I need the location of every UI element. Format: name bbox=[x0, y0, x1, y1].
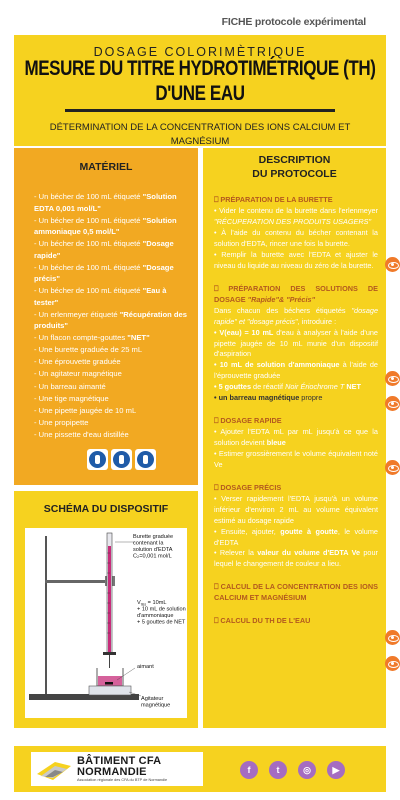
materiel-item: - Un bécher de 100 mL étiqueté "Dosage précis" bbox=[34, 262, 174, 284]
instagram-icon[interactable]: ◎ bbox=[298, 761, 316, 779]
logo-line2: NORMANDIE bbox=[77, 766, 147, 778]
youtube-icon[interactable]: ▶ bbox=[327, 761, 345, 779]
footer bbox=[14, 746, 386, 792]
safety-icons bbox=[87, 449, 156, 470]
eye-icon[interactable] bbox=[385, 396, 400, 411]
materiel-panel bbox=[14, 148, 198, 485]
gloves-icon bbox=[111, 449, 132, 470]
facebook-icon[interactable]: f bbox=[240, 761, 258, 779]
eye-icon[interactable] bbox=[385, 257, 400, 272]
logo-line1: BÂTIMENT CFA bbox=[77, 755, 162, 767]
social-links bbox=[240, 761, 345, 779]
materiel-item: - Une pipette jaugée de 10 mL bbox=[34, 405, 137, 415]
header-kicker: DOSAGE COLORIMÈTRIQUE bbox=[93, 45, 307, 59]
batiment-cfa-logo[interactable] bbox=[31, 752, 203, 786]
agitateur-label: Agitateur magnétique bbox=[141, 696, 171, 709]
burette-liquid bbox=[108, 546, 111, 652]
header-banner bbox=[14, 35, 386, 146]
description-panel bbox=[203, 148, 386, 728]
magnet-bar bbox=[105, 682, 113, 685]
materiel-item: - Une éprouvette graduée bbox=[34, 357, 121, 367]
section-preparation: ⎕ PRÉPARATION DES SOLUTIONS DE DOSAGE "Rapide"& "Précis" Dans chacun des béchers étiquetés "dosage rapide" et "dosage précis", introduire : • V(eau) = 10 mL d'eau à analyser à l'aide d'une pipette jaugée de 10 mL munie d'un dispositif d'aspiration • 10 mL de solution d'ammoniaque à l'aide de l'éprouvette graduée • 5 gouttes de réactif Noir Ériochrome T NET • un barreau magnétique propre bbox=[214, 283, 378, 403]
mixture-label: $V_{tiss} = 10mL + 10$ mL de solution d'ammoniaque + 5 gouttes de NET bbox=[137, 600, 186, 626]
schema-panel bbox=[14, 491, 198, 728]
page-subtitle: DÉTERMINATION DE LA CONCENTRATION DES IONS CALCIUM ET MAGNÉSIUM bbox=[49, 122, 351, 147]
burette-stopcock bbox=[103, 652, 116, 655]
title-divider bbox=[65, 109, 335, 112]
page-title: MESURE DU TITRE HYDROTIMÉTRIQUE (TH) D'UNE EAU bbox=[24, 56, 376, 105]
materiel-item: - Un agitateur magnétique bbox=[34, 369, 122, 379]
section-heading: ⎕ PRÉPARATION DE LA BURETTE bbox=[214, 195, 333, 205]
materiel-item: - Un bécher de 100 mL étiqueté "Eau à tester" bbox=[34, 286, 167, 307]
section-dosage-precis: ⎕ DOSAGE PRÉCIS • Verser rapidement l'EDTA jusqu'à un volume inférieur d'environ 2 mL au volume équivalent estimé au dosage rapide • Ensuite, ajouter, goutte à goutte, le volume d'EDTA • Relever la valeur du volume d'EDTA Ve pour lequel le changement de couleur a lieu. bbox=[214, 482, 378, 569]
burette-label: Burette graduée contenant la solution d'EDTA C₂=0,001 mol/L bbox=[133, 534, 174, 560]
eye-icon[interactable] bbox=[385, 656, 400, 671]
goggles-icon bbox=[135, 449, 156, 470]
section-calcul-th: ⎕ CALCUL DU TH DE L'EAU bbox=[214, 616, 311, 626]
materiel-list bbox=[34, 191, 190, 440]
logo-mark-icon bbox=[35, 756, 73, 782]
materiel-item: - Une propipette bbox=[34, 417, 89, 427]
materiel-item: - Une pissette d'eau distillée bbox=[34, 429, 129, 439]
materiel-item: - Un erlenmeyer étiqueté "Récupération des produits" bbox=[34, 309, 188, 331]
clamp-arm bbox=[45, 580, 107, 583]
description-title: DESCRIPTION DU PROTOCOLE bbox=[252, 154, 337, 180]
magnetic-stirrer bbox=[89, 686, 131, 695]
eye-icon[interactable] bbox=[385, 630, 400, 645]
eye-icon[interactable] bbox=[385, 371, 400, 386]
twitter-icon[interactable]: t bbox=[269, 761, 287, 779]
stand-rod bbox=[45, 536, 47, 696]
materiel-item: - Une tige magnétique bbox=[34, 393, 109, 403]
section-burette: ⎕ PRÉPARATION DE LA BURETTE • Vider le contenu de la burette dans l'erlenmeyer "RÉCUPERATION DES PRODUITS USAGERS" • À l'aide du contenu du bécher contenant la solution d'EDTA, rincer une fois la burette. • Remplir la burette avec l'EDTA et ajuster le niveau du liquide au niveau du zéro de la burette. bbox=[214, 195, 378, 270]
lab-coat-icon bbox=[87, 449, 108, 470]
materiel-item: - Un bécher de 100 mL étiqueté "Solution ammoniaque 0,5 mol/L" bbox=[34, 215, 177, 237]
materiel-item: - Un bécher de 100 mL étiqueté "Solution EDTA 0,001 mol/L" bbox=[34, 192, 177, 213]
eye-icon[interactable] bbox=[385, 460, 400, 475]
section-dosage-rapide: ⎕ DOSAGE RAPIDE • Ajouter l'EDTA mL par mL jusqu'à ce que la solution devient bleue • Estimer grossièrement le volume équivalent noté Ve bbox=[214, 416, 378, 469]
materiel-item: - Une burette graduée de 25 mL bbox=[34, 345, 143, 355]
document-type-label: FICHE protocole expérimental bbox=[221, 16, 366, 28]
titration-diagram bbox=[25, 528, 187, 718]
materiel-item: - Un flacon compte-gouttes "NET" bbox=[34, 333, 150, 343]
description-body bbox=[214, 195, 378, 627]
section-calcul-concentration: ⎕ CALCUL DE LA CONCENTRATION DES IONS CALCIUM ET MAGNÉSIUM bbox=[214, 582, 378, 603]
materiel-item: - Un barreau aimanté bbox=[34, 381, 106, 391]
logo-tagline: Association régionale des CFA du BTP de Normandie bbox=[77, 778, 168, 782]
materiel-item: - Un bécher de 100 mL étiqueté "Dosage rapide" bbox=[34, 239, 174, 260]
schema-title: SCHÉMA DU DISPOSITIF bbox=[43, 503, 169, 515]
aimant-label: aimant bbox=[137, 664, 154, 670]
materiel-title: MATÉRIEL bbox=[79, 161, 133, 173]
